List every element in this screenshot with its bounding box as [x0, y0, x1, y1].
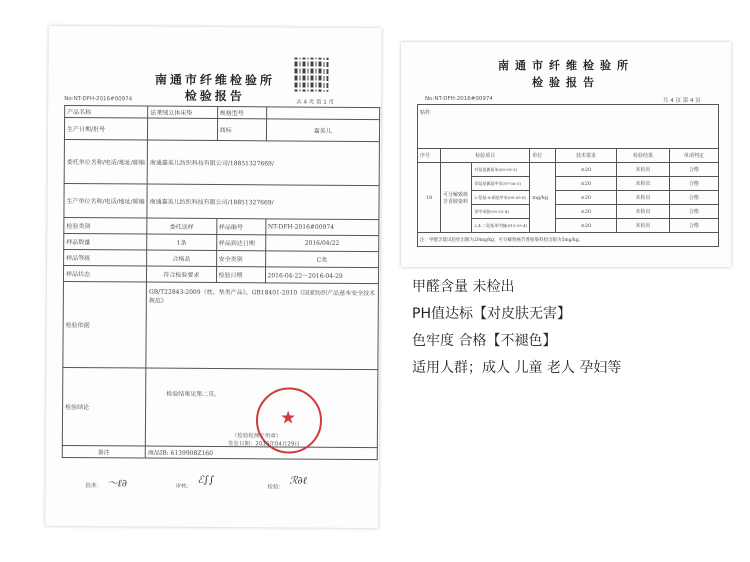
label: 商标	[217, 119, 266, 141]
value: NT-DFH-2016#00974	[265, 219, 379, 236]
result: 未检出	[617, 163, 670, 177]
review-label: 审核：	[175, 483, 193, 490]
result: 未检出	[617, 205, 670, 219]
review-signature: ℰ∫∫	[197, 474, 215, 487]
value: 2016/04/22	[265, 235, 379, 252]
value: 委托送样	[147, 218, 217, 234]
subitem: 2-氨基-4-硝基甲苯(99-55-8)	[472, 191, 530, 205]
report-title: 检验报告	[532, 76, 600, 89]
value: 检验结果见第二页。	[145, 368, 377, 448]
label: 产品名称	[65, 105, 148, 118]
requirement: ≤20	[555, 219, 617, 233]
value: 嘉美儿	[266, 119, 380, 142]
institute-name: 南通市纤维检验所	[498, 59, 634, 72]
subitem: 邻甲苯胺(95-53-4)	[472, 205, 530, 219]
star-icon: ★	[279, 407, 297, 429]
stamp-note: （检验检测专用章）	[231, 433, 282, 440]
header-cell: 序号	[418, 149, 441, 163]
verdict: 合格	[669, 163, 718, 177]
issue-date: 签发日期：2016年04月29日	[227, 441, 300, 448]
value: 合格品	[147, 250, 217, 266]
label: 生产日期/批号	[64, 117, 147, 140]
value: C类	[265, 251, 379, 268]
institute-name: 南通市纤维检验所	[154, 72, 275, 88]
test-label: 检验：	[267, 484, 285, 491]
verdict: 合格	[669, 205, 718, 219]
header-cell: 检验项目	[441, 149, 530, 163]
result: 未检出	[617, 191, 670, 205]
label: 样品状态	[63, 265, 146, 282]
header-cell: 单位	[530, 149, 555, 163]
value: 符合检验要求	[147, 266, 217, 282]
value: 1条	[147, 234, 217, 250]
label: 委托单位名称/电话/地址/邮编	[64, 139, 147, 184]
test-signature: ℛ∂ℓ	[289, 475, 307, 487]
value: 法莱绒立体床垫	[148, 106, 218, 118]
value	[266, 107, 380, 120]
report-page-1	[45, 26, 381, 528]
subitem: 邻氨基偶氮甲苯(97-56-3)	[472, 177, 530, 191]
value: 南通嘉美儿纺织科技有限公司/18851327669/	[147, 184, 379, 220]
label: 生产单位名称/电话/地址/邮编	[64, 183, 147, 218]
approve-signature: 〜ℓ∂	[107, 478, 127, 490]
value: 2016-04-22～2016-04-29	[265, 267, 379, 284]
caption-formaldehyde: 甲醛含量 未检出	[412, 279, 515, 295]
verdict: 合格	[669, 219, 718, 233]
report-page-4	[401, 42, 731, 267]
item-name: 可分解致癌芳香胺染料	[441, 163, 472, 233]
result: 未检出	[617, 177, 670, 191]
label: 检验日期	[216, 267, 265, 283]
label: 样品到达日期	[216, 235, 265, 251]
caption-ph: PH值达标【对皮肤无害】	[412, 306, 571, 322]
label: 规格型号	[217, 107, 266, 119]
value: 南通嘉美儿纺织科技有限公司/18851327669/	[147, 140, 379, 186]
subitem: 对氨基偶氮苯(60-09-3)	[472, 163, 530, 177]
label: 备注	[62, 445, 145, 458]
value: GB/T22843-2009《枕、垫类产品》、GB18401-2010《国家纺织产品基本安全技术规范》	[146, 282, 379, 370]
label: 样品数量	[64, 233, 147, 250]
verdict: 合格	[669, 191, 718, 205]
report-title: 检验报告	[184, 88, 245, 104]
report-number: No:NT-DFH-2016#00974	[425, 96, 493, 102]
result: 未检出	[617, 219, 670, 233]
footnote: 注：甲醛含量试验检出限为20mg/kg；可分解致癌芳香胺染料检出限为5mg/kg。	[418, 233, 719, 247]
unit: mg/kg	[530, 163, 555, 233]
label: 检验依据	[63, 281, 147, 368]
page-info: 共 4 页 第 1 页	[296, 99, 334, 106]
label: 样品等级	[64, 249, 147, 266]
label: 安全类别	[216, 251, 265, 267]
value: 商品IB: 6139908Z160	[145, 446, 377, 460]
requirement: ≤20	[555, 191, 617, 205]
subitem: 2,4-二氨基苯甲醚(615-05-4)	[472, 219, 530, 233]
label: 样品编号	[216, 219, 265, 235]
qr-code-icon	[294, 58, 328, 92]
page-info: 共 4 页 第 4 页	[663, 98, 701, 104]
label: 检验类别	[64, 217, 147, 234]
label: 检验结论	[62, 367, 146, 446]
row-number: 18	[418, 163, 441, 233]
requirement: ≤20	[555, 205, 617, 219]
sample-label: 贴样	[418, 105, 719, 149]
report-number: No:NT-DFH-2016#00974	[64, 95, 133, 103]
header-cell: 检验结果	[617, 149, 670, 163]
approve-label: 批准：	[85, 483, 103, 490]
requirement: ≤20	[555, 163, 617, 177]
result-table	[417, 104, 719, 247]
caption-audience: 适用人群；成人 儿童 老人 孕妇等	[412, 360, 622, 376]
caption-colorfastness: 色牢度 合格【不褪色】	[412, 333, 557, 349]
header-cell: 技术要求	[555, 149, 617, 163]
verdict: 合格	[669, 177, 718, 191]
info-table	[62, 105, 380, 460]
header-cell: 单项判定	[669, 149, 718, 163]
requirement: ≤20	[555, 177, 617, 191]
